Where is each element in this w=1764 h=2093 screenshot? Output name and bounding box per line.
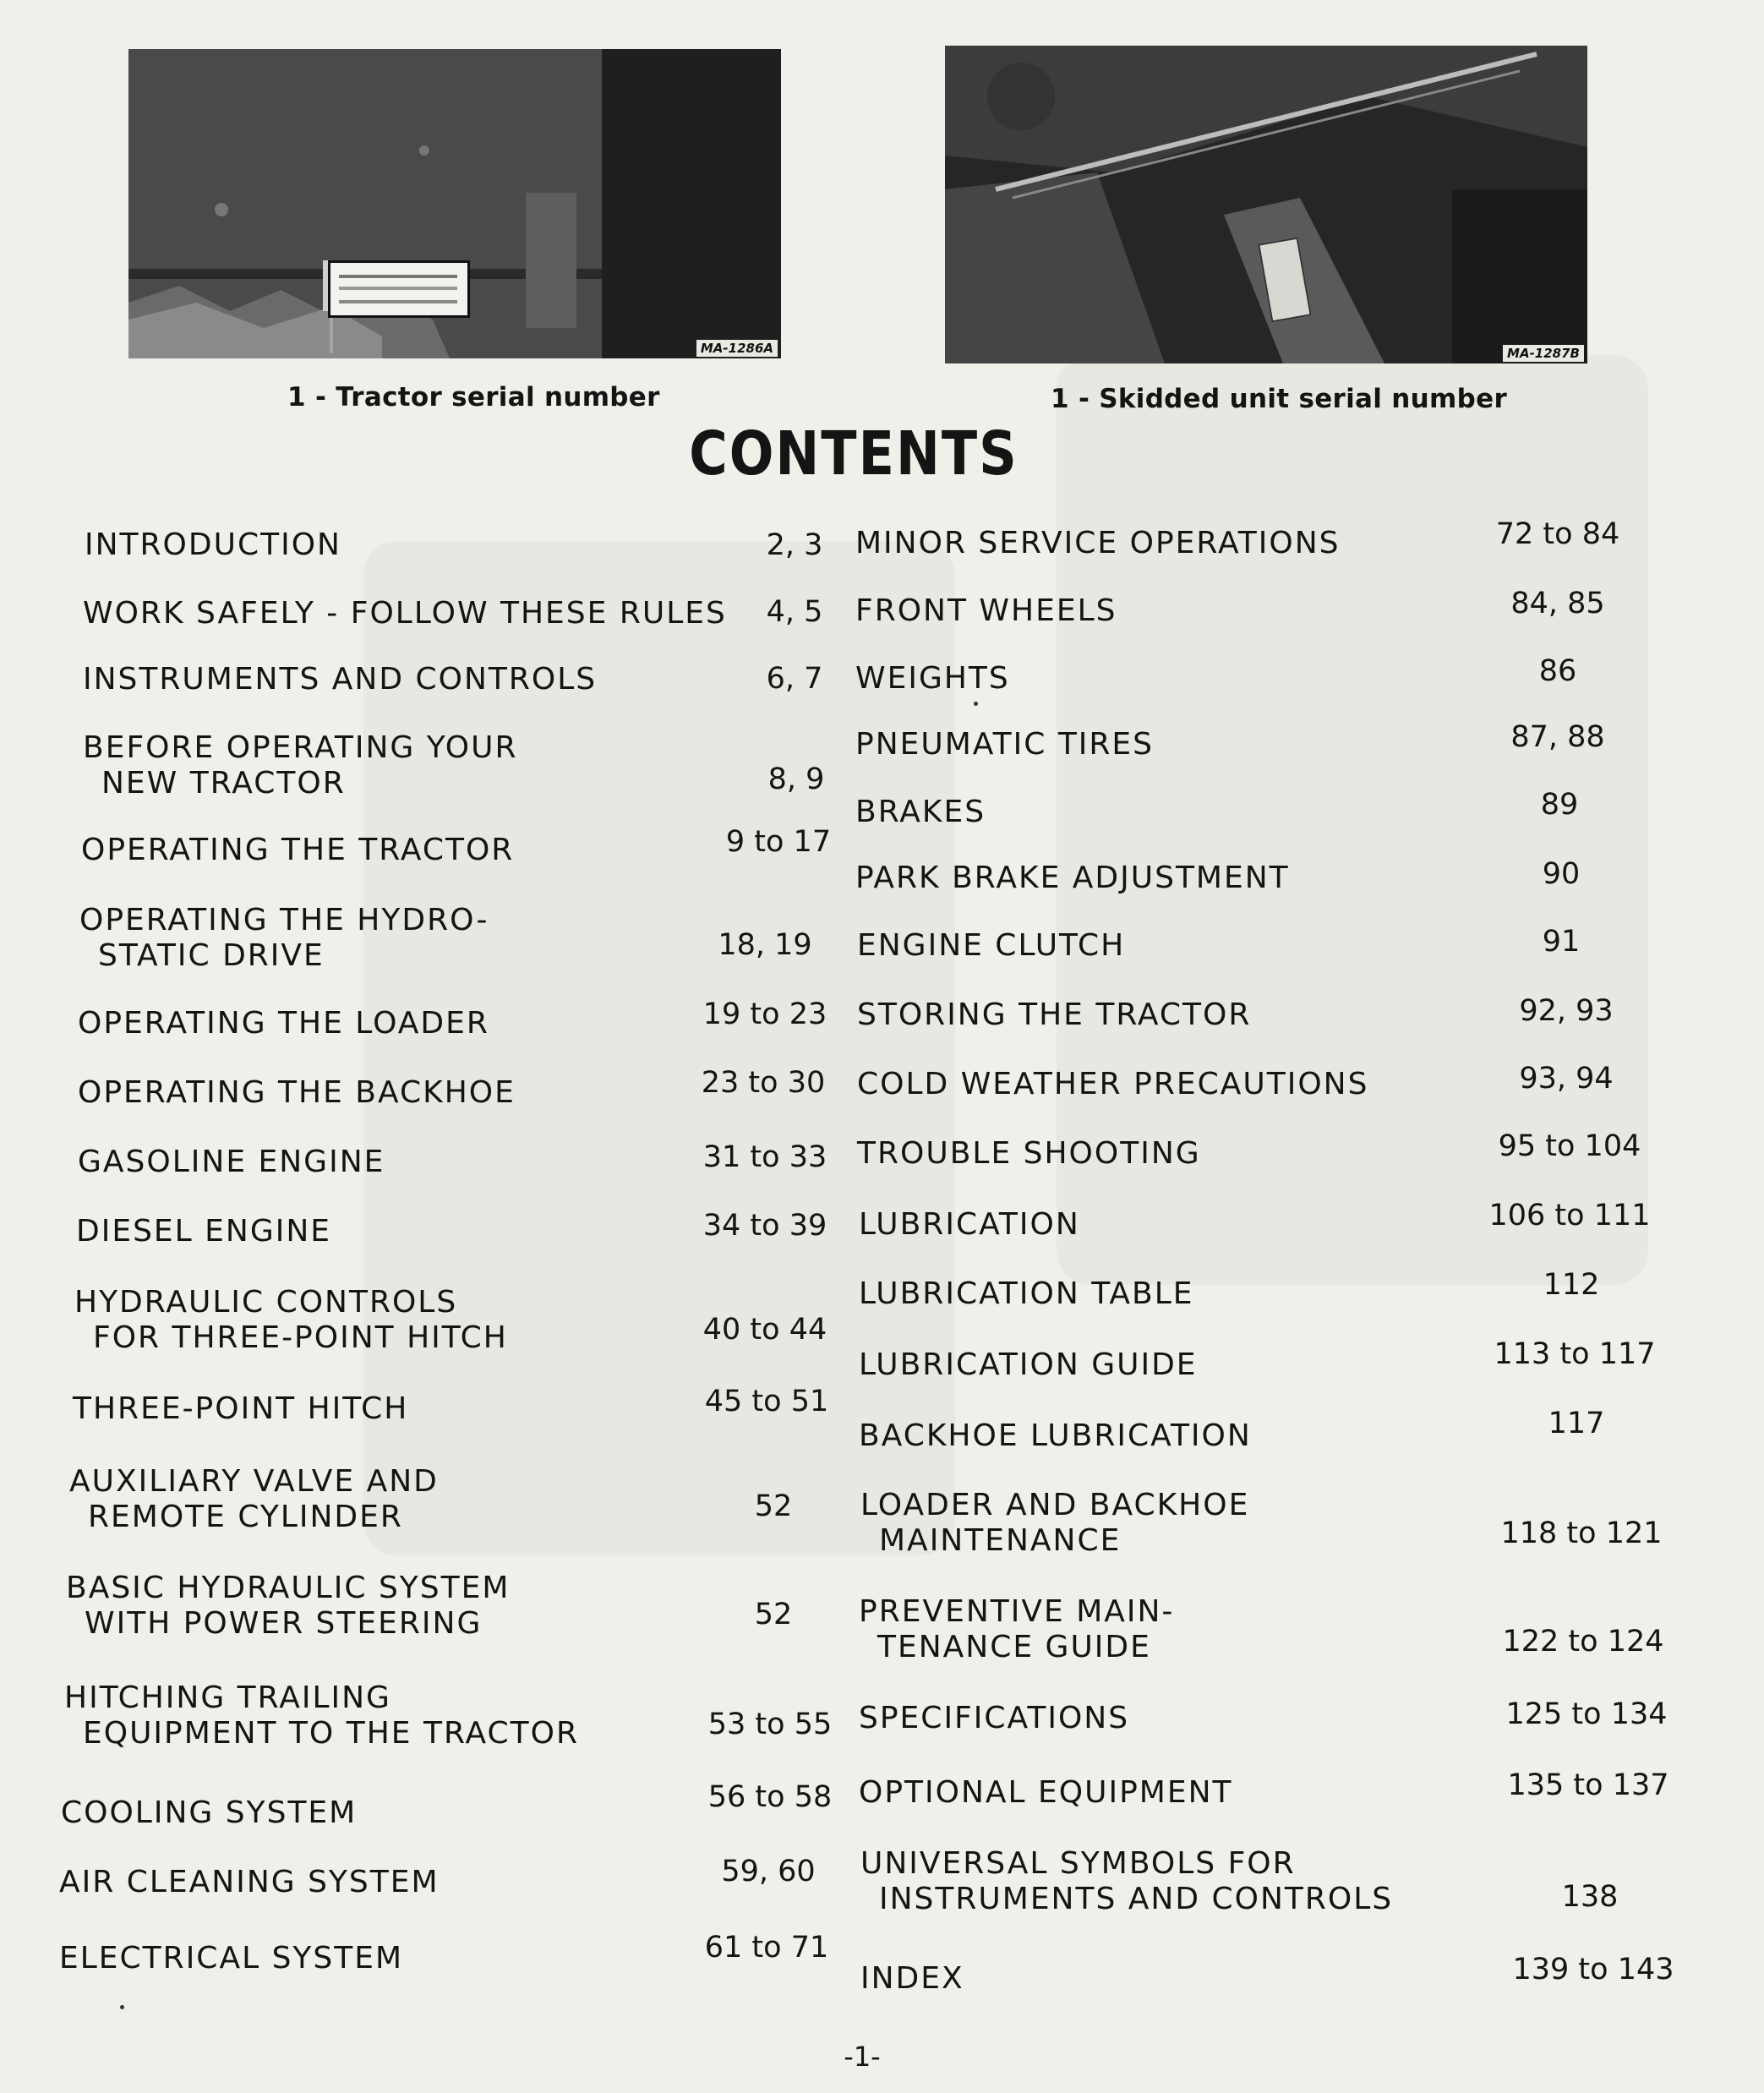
toc-entry-text: INTRODUCTION (85, 527, 341, 562)
toc-entry[interactable] (855, 526, 1341, 561)
toc-page-ref: 106 to 111 (1488, 1199, 1651, 1232)
toc-entry-text: WORK SAFELY - FOLLOW THESE RULES (83, 596, 727, 631)
toc-entry-text: LUBRICATION (859, 1207, 1080, 1242)
toc-entry-text: THREE-POINT HITCH (73, 1391, 409, 1426)
toc-page-ref: 2, 3 (766, 528, 823, 562)
toc-page-ref: 23 to 30 (701, 1066, 826, 1100)
toc-entry-text: SPECIFICATIONS (859, 1701, 1130, 1735)
toc-entry[interactable] (857, 928, 1125, 964)
toc-entry[interactable] (859, 1701, 1129, 1736)
toc-page-ref: 9 to 17 (725, 825, 832, 859)
toc-page-ref: 56 to 58 (707, 1780, 833, 1814)
toc-entry-text: BEFORE OPERATING YOUR (83, 730, 518, 765)
toc-entry[interactable] (69, 1464, 439, 1535)
toc-entry[interactable] (859, 1775, 1233, 1811)
toc-entry-text: PNEUMATIC TIRES (855, 727, 1155, 762)
toc-page-ref: 86 (1538, 654, 1577, 688)
toc-entry-text: BRAKES (855, 795, 986, 829)
toc-entry[interactable] (83, 662, 597, 697)
toc-entry-text: FRONT WHEELS (855, 593, 1117, 628)
toc-page-ref: 4, 5 (766, 595, 823, 629)
toc-entry[interactable] (855, 727, 1154, 762)
toc-entry-text: PARK BRAKE ADJUSTMENT (855, 861, 1290, 895)
toc-entry[interactable] (83, 596, 727, 631)
toc-page-ref: 122 to 124 (1502, 1625, 1664, 1659)
toc-page-ref: 53 to 55 (707, 1708, 833, 1741)
photo-tag: MA-1287B (1503, 345, 1584, 362)
toc-entry[interactable] (59, 1941, 403, 1976)
toc-page-ref: 112 (1543, 1268, 1600, 1302)
toc-entry[interactable] (78, 1006, 489, 1041)
toc-page-ref: 92, 93 (1519, 994, 1614, 1028)
contents-title: CONTENTS (689, 418, 1019, 489)
toc-entry[interactable] (860, 1488, 1249, 1559)
toc-entry-text: GASOLINE ENGINE (78, 1145, 385, 1179)
toc-entry-text: STORING THE TRACTOR (857, 997, 1252, 1032)
toc-page-ref: 139 to 143 (1512, 1953, 1674, 1986)
toc-page-ref: 118 to 121 (1500, 1516, 1663, 1550)
toc-entry-text: LOADER AND BACKHOE (860, 1488, 1250, 1522)
toc-page-ref: 93, 94 (1519, 1062, 1614, 1096)
toc-entry-text-continued: REMOTE CYLINDER (88, 1500, 403, 1534)
toc-entry-text: MINOR SERVICE OPERATIONS (855, 526, 1341, 560)
page-number: -1- (844, 2041, 881, 2073)
toc-entry-text: OPTIONAL EQUIPMENT (859, 1775, 1233, 1810)
skidded-unit-serial-photo (945, 46, 1587, 363)
toc-entry-text-continued: NEW TRACTOR (101, 766, 346, 801)
toc-page-ref: 61 to 71 (704, 1931, 829, 1965)
toc-entry[interactable] (83, 730, 517, 801)
toc-entry-text: WEIGHTS (855, 661, 1010, 696)
toc-entry[interactable] (78, 1075, 516, 1111)
toc-entry-text: DIESEL ENGINE (76, 1214, 332, 1249)
toc-page-ref: 90 (1542, 857, 1581, 891)
toc-entry-text: ENGINE CLUTCH (857, 928, 1126, 963)
toc-entry[interactable] (860, 1846, 1393, 1917)
toc-entry[interactable] (85, 527, 341, 563)
toc-entry-text: UNIVERSAL SYMBOLS FOR (860, 1846, 1296, 1881)
toc-page-ref: 31 to 33 (702, 1140, 827, 1174)
toc-entry[interactable] (76, 1214, 331, 1249)
toc-page-ref: 52 (754, 1489, 793, 1523)
toc-entry-text-continued: EQUIPMENT TO THE TRACTOR (83, 1716, 579, 1751)
print-speck (120, 2005, 124, 2009)
toc-page-ref: 125 to 134 (1505, 1697, 1668, 1731)
toc-page-ref: 8, 9 (767, 762, 825, 796)
toc-entry-text: ELECTRICAL SYSTEM (59, 1941, 404, 1976)
toc-entry[interactable] (78, 1145, 385, 1180)
toc-page-ref: 91 (1542, 925, 1581, 959)
toc-entry[interactable] (859, 1418, 1252, 1454)
toc-entry-text: HITCHING TRAILING (64, 1680, 391, 1715)
toc-page-ref: 19 to 23 (702, 997, 827, 1031)
toc-page-ref: 59, 60 (721, 1855, 816, 1888)
toc-entry[interactable] (857, 997, 1251, 1033)
toc-entry-text: OPERATING THE BACKHOE (78, 1075, 516, 1110)
toc-entry-text: TROUBLE SHOOTING (857, 1136, 1201, 1171)
toc-entry[interactable] (59, 1865, 440, 1900)
toc-entry-text: HYDRAULIC CONTROLS (74, 1285, 458, 1320)
toc-page-ref: 84, 85 (1510, 587, 1605, 620)
toc-entry[interactable] (855, 661, 1010, 697)
toc-entry-text: INDEX (860, 1961, 964, 1996)
photo-caption: 1 - Tractor serial number (287, 382, 660, 413)
toc-entry[interactable] (64, 1680, 579, 1751)
toc-page-ref: 40 to 44 (702, 1313, 827, 1347)
toc-entry-text-continued: TENANCE GUIDE (877, 1630, 1151, 1664)
toc-entry[interactable] (857, 1136, 1201, 1172)
toc-entry[interactable] (859, 1276, 1194, 1312)
toc-entry-text-continued: FOR THREE-POINT HITCH (93, 1320, 508, 1355)
toc-entry[interactable] (855, 795, 986, 830)
toc-page-ref: 52 (754, 1598, 793, 1631)
toc-entry[interactable] (857, 1067, 1368, 1102)
toc-entry[interactable] (855, 861, 1290, 896)
toc-entry-text: COOLING SYSTEM (61, 1795, 358, 1830)
toc-page-ref: 135 to 137 (1507, 1768, 1669, 1802)
toc-entry[interactable] (81, 833, 514, 868)
toc-entry[interactable] (859, 1207, 1080, 1243)
toc-entry[interactable] (73, 1391, 408, 1427)
toc-entry[interactable] (860, 1961, 964, 1997)
toc-page-ref: 45 to 51 (704, 1385, 829, 1418)
toc-entry-text-continued: WITH POWER STEERING (85, 1606, 483, 1641)
serial-plate (328, 260, 470, 318)
toc-page-ref: 34 to 39 (702, 1209, 827, 1243)
tractor-serial-photo (128, 49, 781, 358)
toc-entry[interactable] (66, 1571, 510, 1642)
toc-entry-text: BACKHOE LUBRICATION (859, 1418, 1252, 1453)
toc-entry[interactable] (859, 1347, 1198, 1383)
photo-tag: MA-1286A (696, 340, 778, 357)
toc-page-ref: 138 (1561, 1880, 1619, 1914)
toc-entry-text-continued: STATIC DRIVE (98, 938, 325, 973)
print-speck (974, 702, 978, 706)
toc-entry-text: PREVENTIVE MAIN- (859, 1594, 1175, 1629)
toc-entry-text: BASIC HYDRAULIC SYSTEM (66, 1571, 511, 1605)
skidded-unit-serial-image (945, 46, 1587, 363)
toc-entry[interactable] (74, 1285, 508, 1356)
toc-page-ref: 87, 88 (1510, 720, 1605, 754)
toc-page-ref: 113 to 117 (1494, 1337, 1656, 1371)
toc-entry[interactable] (61, 1795, 357, 1831)
photo-caption: 1 - Skidded unit serial number (1051, 384, 1508, 414)
toc-entry-text: OPERATING THE TRACTOR (81, 833, 515, 867)
toc-entry-text: LUBRICATION GUIDE (859, 1347, 1198, 1382)
toc-page-ref: 18, 19 (718, 928, 812, 962)
toc-page-ref: 95 to 104 (1498, 1129, 1641, 1163)
toc-entry[interactable] (855, 593, 1117, 629)
toc-entry-text: COLD WEATHER PRECAUTIONS (857, 1067, 1369, 1101)
toc-entry-text: OPERATING THE LOADER (78, 1006, 489, 1041)
toc-entry-text: AIR CLEANING SYSTEM (59, 1865, 440, 1899)
toc-entry[interactable] (79, 903, 489, 974)
toc-entry-text: AUXILIARY VALVE AND (69, 1464, 439, 1499)
toc-page-ref: 6, 7 (766, 662, 823, 696)
toc-page-ref: 89 (1540, 788, 1579, 822)
toc-entry-text-continued: INSTRUMENTS AND CONTROLS (879, 1882, 1394, 1916)
toc-entry-text-continued: MAINTENANCE (879, 1523, 1122, 1558)
toc-page-ref: 72 to 84 (1495, 517, 1620, 551)
toc-entry-text: OPERATING THE HYDRO- (79, 903, 489, 937)
toc-entry-text: LUBRICATION TABLE (859, 1276, 1194, 1311)
toc-entry-text: INSTRUMENTS AND CONTROLS (83, 662, 598, 697)
toc-page-ref: 117 (1548, 1407, 1605, 1440)
toc-entry[interactable] (859, 1594, 1174, 1665)
